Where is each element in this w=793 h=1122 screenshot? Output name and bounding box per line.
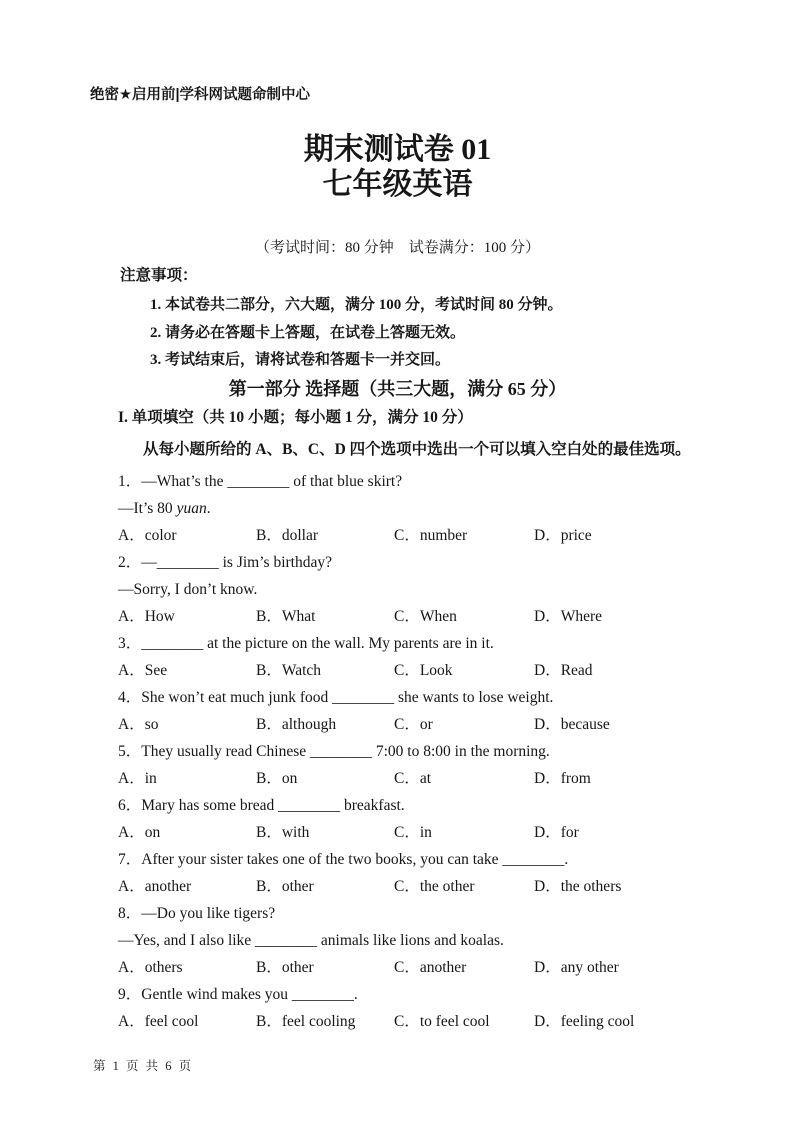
option-b: B．other <box>256 877 314 895</box>
question-7-stem: 7．After your sister takes one of the two books, you can take ________. <box>118 850 569 868</box>
question-1 <box>118 468 705 549</box>
option-a: A．color <box>118 526 177 544</box>
question-1-response <box>118 495 705 522</box>
option-b: B．on <box>256 769 298 787</box>
question-1-response-pre: —It’s 80 <box>118 499 177 517</box>
option-a: A．another <box>118 877 192 895</box>
note-item-2: 2. 请务必在答题卡上答题，在试卷上答题无效。 <box>150 324 466 341</box>
option-a: A．on <box>118 823 161 841</box>
question-5-stem: 5．They usually read Chinese ________ 7:00 to 8:00 in the morning. <box>118 742 550 760</box>
option-c: C．to feel cool <box>394 1012 490 1030</box>
question-4-stem: 4．She won’t eat much junk food ________ she wants to lose weight. <box>118 688 554 706</box>
question-8-options <box>118 954 705 981</box>
option-c: C．Look <box>394 661 453 679</box>
question-2-stem: 2．—________ is Jim’s birthday? <box>118 553 332 571</box>
option-d: D．any other <box>534 958 619 976</box>
question-4 <box>118 684 705 738</box>
option-b: B．What <box>256 607 316 625</box>
option-a: A．others <box>118 958 183 976</box>
question-1-stem: 1．—What’s the ________ of that blue skirt? <box>118 472 403 490</box>
exam-info-line: （考试时间：80 分钟 试卷满分：100 分） <box>254 240 540 256</box>
option-c: C．another <box>394 958 467 976</box>
option-d: D．Read <box>534 661 593 679</box>
question-8 <box>118 900 705 981</box>
option-c: C．When <box>394 607 457 625</box>
option-b: B．feel cooling <box>256 1012 356 1030</box>
question-8-stem: 8．—Do you like tigers? <box>118 904 276 922</box>
title-block <box>90 132 705 202</box>
section1-instruction: 从每小题所给的 A、B、C、D 四个选项中选出一个可以填入空白处的最佳选项。 <box>143 440 691 458</box>
option-c: C．or <box>394 715 433 733</box>
question-2-options <box>118 603 705 630</box>
question-9 <box>118 981 705 1035</box>
option-c: C．the other <box>394 877 475 895</box>
question-3-stem: 3．________ at the picture on the wall. My parents are in it. <box>118 634 494 652</box>
question-3 <box>118 630 705 684</box>
part1-title: 第一部分 选择题（共三大题，满分 65 分） <box>228 378 567 399</box>
note-item-1: 1. 本试卷共二部分，六大题，满分 100 分，考试时间 80 分钟。 <box>150 297 563 313</box>
option-d: D．feeling cool <box>534 1012 635 1030</box>
notes-title: 注意事项： <box>120 267 198 284</box>
page-footer: 第 1 页 共 6 页 <box>93 1059 194 1073</box>
option-d: D．the others <box>534 877 622 895</box>
question-9-options <box>118 1008 705 1035</box>
question-7 <box>118 846 705 900</box>
option-c: C．number <box>394 526 468 544</box>
option-a: A．feel cool <box>118 1012 199 1030</box>
option-d: D．because <box>534 715 610 733</box>
option-a: A．so <box>118 715 159 733</box>
question-2-response: —Sorry, I don’t know. <box>118 580 258 598</box>
question-5-options <box>118 765 705 792</box>
option-a: A．See <box>118 661 168 679</box>
option-a: A．in <box>118 769 157 787</box>
question-9-stem: 9．Gentle wind makes you ________. <box>118 985 358 1003</box>
question-2 <box>118 549 705 630</box>
question-1-response-italic: yuan <box>176 499 207 517</box>
option-d: D．Where <box>534 607 602 625</box>
exam-subtitle: 七年级英语 <box>322 168 473 201</box>
option-c: C．at <box>394 769 432 787</box>
question-6-options <box>118 819 705 846</box>
option-b: B．with <box>256 823 310 841</box>
option-d: D．from <box>534 769 591 787</box>
section1-title: I. 单项填空（共 10 小题；每小题 1 分，满分 10 分） <box>118 408 473 426</box>
question-6 <box>118 792 705 846</box>
question-8-response: —Yes, and I also like ________ animals like lions and koalas. <box>118 931 504 949</box>
question-1-response-post: . <box>206 499 211 517</box>
question-1-options <box>118 522 705 549</box>
option-b: B．other <box>256 958 314 976</box>
question-4-options <box>118 711 705 738</box>
question-3-options <box>118 657 705 684</box>
secrecy-header: 绝密★启用前|学科网试题命制中心 <box>90 87 311 103</box>
option-d: D．for <box>534 823 579 841</box>
option-d: D．price <box>534 526 592 544</box>
option-a: A．How <box>118 607 175 625</box>
option-b: B．dollar <box>256 526 318 544</box>
exam-title: 期末测试卷 01 <box>303 133 492 166</box>
question-7-options <box>118 873 705 900</box>
option-b: B．although <box>256 715 337 733</box>
question-6-stem: 6．Mary has some bread ________ breakfast. <box>118 796 405 814</box>
question-list <box>118 468 705 1035</box>
notes-list <box>150 292 705 375</box>
note-item-3: 3. 考试结束后，请将试卷和答题卡一并交回。 <box>150 352 451 368</box>
question-5 <box>118 738 705 792</box>
option-c: C．in <box>394 823 432 841</box>
option-b: B．Watch <box>256 661 322 679</box>
